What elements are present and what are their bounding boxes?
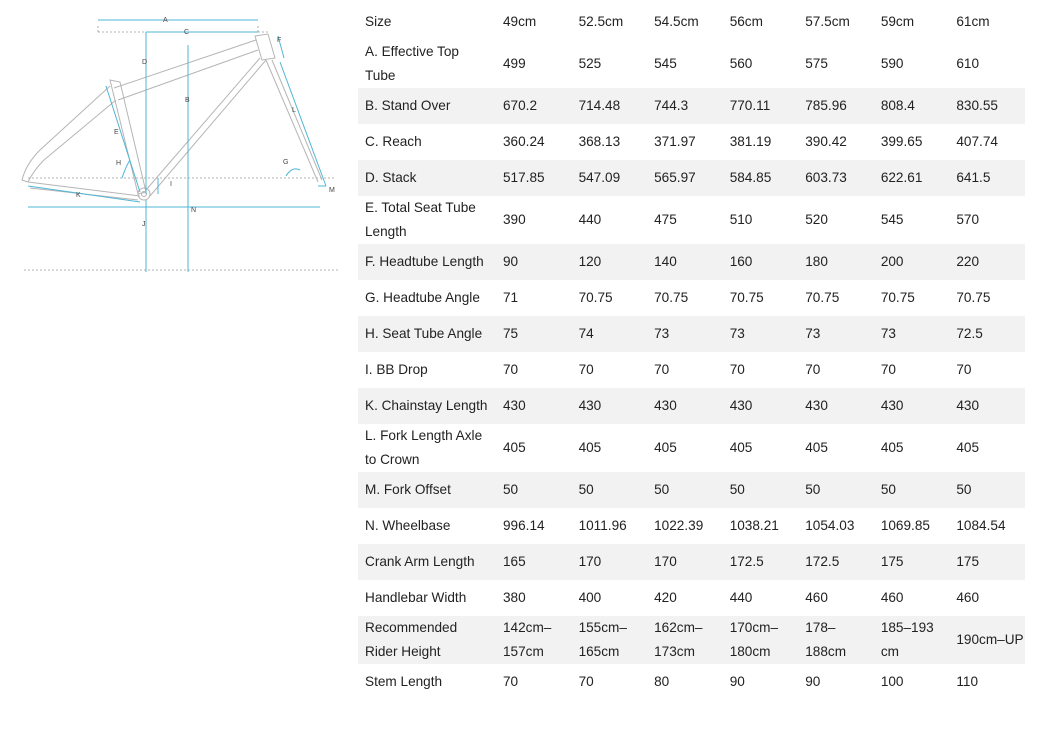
table-cell: 73	[798, 316, 874, 352]
dim-label-i: I	[170, 181, 172, 188]
table-cell: 73	[647, 316, 723, 352]
table-cell: 70.75	[880, 290, 915, 305]
table-cell: 75	[496, 316, 572, 352]
table-cell: 641.5	[949, 160, 1025, 196]
table-row	[358, 124, 1025, 160]
dim-label-j: J	[142, 221, 146, 228]
table-cell: 140	[647, 244, 723, 280]
bike-geometry-diagram	[0, 0, 350, 290]
table-cell: 744.3	[647, 88, 723, 124]
table-cell: 73	[874, 316, 950, 352]
table-cell: 390.42	[805, 134, 847, 149]
table-row	[358, 544, 1025, 580]
geometry-table-body	[358, 4, 1025, 700]
row-label: B. Stand Over	[358, 88, 496, 124]
table-cell: 405	[578, 440, 602, 455]
table-cell: 830.55	[949, 88, 1025, 124]
row-label: Crank Arm Length	[358, 544, 496, 580]
table-row	[358, 472, 1025, 508]
dim-label-a: A	[163, 17, 168, 24]
table-row	[358, 40, 1025, 88]
table-cell: 73	[723, 316, 799, 352]
table-row	[358, 664, 1025, 700]
table-cell: 381.19	[729, 134, 772, 149]
table-row	[358, 424, 1025, 472]
table-cell: 70	[578, 674, 594, 689]
table-cell: 175	[874, 544, 950, 580]
table-cell: 50	[572, 472, 648, 508]
table-cell: 430	[949, 388, 1025, 424]
table-cell: 70	[805, 362, 821, 377]
header-cell-size-49: 49cm	[503, 14, 537, 29]
table-cell: 70.75	[578, 290, 613, 305]
table-cell: 120	[572, 244, 648, 280]
table-cell: 547.09	[572, 160, 648, 196]
table-cell: 170	[572, 544, 648, 580]
dim-label-e: E	[114, 129, 119, 136]
table-cell: 785.96	[798, 88, 874, 124]
dim-label-k: K	[76, 192, 81, 199]
table-cell: 172.5	[723, 544, 799, 580]
table-cell: 50	[723, 472, 799, 508]
table-cell: 360.24	[503, 134, 545, 149]
dim-label-g: G	[283, 159, 289, 166]
table-cell: 190cm–UP	[949, 616, 1025, 664]
table-cell: 603.73	[798, 160, 874, 196]
table-header-row	[358, 4, 1025, 40]
table-cell: 1038.21	[729, 518, 779, 533]
table-cell: 50	[949, 472, 1025, 508]
table-cell: 430	[874, 388, 950, 424]
table-row	[358, 616, 1025, 664]
table-cell: 584.85	[723, 160, 799, 196]
table-cell: 996.14	[503, 518, 545, 533]
table-cell: 165	[496, 544, 572, 580]
dim-label-l: L	[292, 107, 296, 114]
table-cell: 405	[729, 440, 753, 455]
table-cell: 162cm–173cm	[647, 616, 723, 664]
dim-label-c: C	[184, 29, 190, 36]
table-cell: 499	[503, 56, 526, 71]
table-cell: 440	[729, 590, 753, 605]
dim-label-n: N	[191, 207, 197, 214]
table-cell: 160	[723, 244, 799, 280]
table-cell: 475	[654, 212, 677, 227]
table-cell: 714.48	[572, 88, 648, 124]
table-cell: 517.85	[496, 160, 572, 196]
table-cell: 440	[578, 212, 602, 227]
geometry-table	[358, 4, 1025, 700]
table-cell: 545	[880, 212, 904, 227]
dimension-lines	[28, 20, 326, 272]
header-cell-size-57-5: 57.5cm	[805, 14, 850, 29]
dim-label-h: H	[116, 160, 122, 167]
row-label: G. Headtube Angle	[365, 290, 480, 305]
table-cell: 1022.39	[654, 518, 704, 533]
table-row	[358, 160, 1025, 196]
dim-label-f: F	[277, 37, 282, 44]
table-cell: 170	[647, 544, 723, 580]
table-row	[358, 508, 1025, 544]
table-cell: 70	[654, 362, 670, 377]
table-cell: 70.75	[956, 290, 991, 305]
table-cell: 1054.03	[805, 518, 855, 533]
table-cell: 50	[798, 472, 874, 508]
dimension-labels	[76, 17, 335, 228]
table-cell: 90	[729, 674, 745, 689]
table-cell: 420	[654, 590, 677, 605]
table-cell: 70	[503, 674, 519, 689]
table-cell: 50	[874, 472, 950, 508]
table-cell: 72.5	[949, 316, 1025, 352]
table-cell: 70.75	[729, 290, 764, 305]
table-row	[358, 580, 1025, 616]
table-cell: 220	[949, 244, 1025, 280]
table-cell: 368.13	[578, 134, 621, 149]
row-label: H. Seat Tube Angle	[358, 316, 496, 352]
header-cell-size-59: 59cm	[880, 14, 915, 29]
table-cell: 430	[572, 388, 648, 424]
table-cell: 460	[805, 590, 828, 605]
row-label: E. Total Seat Tube Length	[365, 200, 476, 239]
table-cell: 70	[578, 362, 594, 377]
table-cell: 185–193 cm	[874, 616, 950, 664]
table-cell: 70.75	[805, 290, 840, 305]
bike-frame	[22, 34, 322, 200]
table-cell: 405	[503, 440, 526, 455]
table-cell: 610	[956, 56, 980, 71]
row-label: L. Fork Length Axle to Crown	[365, 428, 483, 467]
table-cell: 405	[956, 440, 980, 455]
guide-lines	[24, 25, 340, 270]
table-cell: 80	[654, 674, 670, 689]
row-label: A. Effective Top Tube	[365, 44, 459, 83]
table-cell: 407.74	[956, 134, 998, 149]
table-cell: 430	[647, 388, 723, 424]
table-cell: 175	[949, 544, 1025, 580]
table-cell: 590	[880, 56, 904, 71]
row-label: M. Fork Offset	[358, 472, 496, 508]
table-cell: 371.97	[654, 134, 696, 149]
table-cell: 50	[496, 472, 572, 508]
table-cell: 142cm–157cm	[496, 616, 572, 664]
table-cell: 400	[578, 590, 602, 605]
table-cell: 100	[880, 674, 904, 689]
table-cell: 70	[880, 362, 896, 377]
table-cell: 399.65	[880, 134, 923, 149]
table-cell: 520	[805, 212, 828, 227]
table-cell: 155cm–165cm	[572, 616, 648, 664]
table-cell: 460	[880, 590, 904, 605]
table-cell: 405	[805, 440, 828, 455]
table-cell: 808.4	[874, 88, 950, 124]
dim-label-b: B	[185, 97, 190, 104]
table-cell: 545	[654, 56, 677, 71]
table-row	[358, 352, 1025, 388]
table-cell: 70	[729, 362, 745, 377]
table-cell: 430	[496, 388, 572, 424]
table-cell: 525	[578, 56, 602, 71]
table-row	[358, 88, 1025, 124]
table-cell: 770.11	[723, 88, 799, 124]
table-cell: 380	[503, 590, 526, 605]
header-cell-size: Size	[365, 14, 392, 29]
table-cell: 70	[503, 362, 519, 377]
table-cell: 170cm–180cm	[723, 616, 799, 664]
table-cell: 390	[503, 212, 526, 227]
table-cell: 430	[723, 388, 799, 424]
table-cell: 110	[956, 674, 979, 689]
table-cell: 50	[647, 472, 723, 508]
table-cell: 178–188cm	[798, 616, 874, 664]
table-cell: 1011.96	[578, 518, 627, 533]
row-label: F. Headtube Length	[358, 244, 496, 280]
row-label: Recommended Rider Height	[358, 616, 496, 664]
table-cell: 430	[798, 388, 874, 424]
table-cell: 405	[880, 440, 904, 455]
table-row	[358, 388, 1025, 424]
table-row	[358, 244, 1025, 280]
header-cell-size-61: 61cm	[956, 14, 990, 29]
dim-label-m: M	[329, 187, 335, 194]
table-cell: 71	[503, 290, 519, 305]
table-row	[358, 196, 1025, 244]
table-cell: 570	[956, 212, 980, 227]
table-cell: 70.75	[654, 290, 689, 305]
header-cell-size-54-5: 54.5cm	[654, 14, 699, 29]
table-cell: 622.61	[874, 160, 950, 196]
table-cell: 90	[805, 674, 821, 689]
table-cell: 180	[798, 244, 874, 280]
header-cell-size-56: 56cm	[729, 14, 763, 29]
table-cell: 575	[805, 56, 828, 71]
row-label: Stem Length	[365, 674, 443, 689]
row-label: N. Wheelbase	[365, 518, 451, 533]
table-cell: 405	[654, 440, 677, 455]
row-label: I. BB Drop	[365, 362, 428, 377]
table-cell: 1084.54	[956, 518, 1006, 533]
table-row	[358, 280, 1025, 316]
table-cell: 70	[956, 362, 972, 377]
dim-label-d: D	[142, 59, 148, 66]
table-cell: 172.5	[798, 544, 874, 580]
row-label: D. Stack	[358, 160, 496, 196]
header-cell-size-52-5: 52.5cm	[578, 14, 624, 29]
row-label: Handlebar Width	[365, 590, 467, 605]
table-cell: 200	[874, 244, 950, 280]
table-cell: 460	[956, 590, 980, 605]
table-cell: 510	[729, 212, 753, 227]
table-cell: 560	[729, 56, 753, 71]
table-cell: 670.2	[496, 88, 572, 124]
table-cell: 565.97	[647, 160, 723, 196]
table-row	[358, 316, 1025, 352]
table-cell: 1069.85	[880, 518, 930, 533]
row-label: C. Reach	[365, 134, 422, 149]
table-cell: 90	[496, 244, 572, 280]
table-cell: 74	[572, 316, 648, 352]
row-label: K. Chainstay Length	[358, 388, 496, 424]
